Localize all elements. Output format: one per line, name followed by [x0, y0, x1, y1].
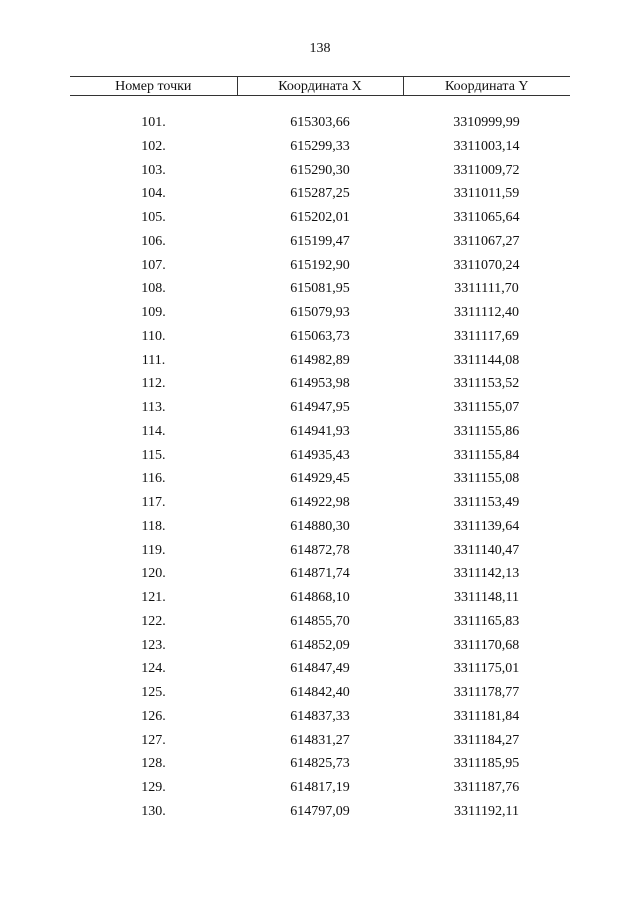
cell-coordinate-x: 614825,73: [290, 756, 350, 772]
cell-coordinate-y: 3311011,59: [453, 186, 520, 202]
table-row: [70, 681, 570, 705]
table-row: [70, 111, 570, 135]
cell-coordinate-x: 615287,25: [290, 186, 350, 202]
cell-point-number: 128.: [141, 756, 166, 772]
cell-coordinate-y: 3311185,95: [453, 756, 520, 772]
cell-point-number: 107.: [141, 257, 166, 273]
table-row: [70, 562, 570, 586]
cell-coordinate-x: 615079,93: [290, 305, 350, 320]
cell-coordinate-x: 614872,78: [290, 542, 350, 558]
cell-coordinate-y: 3311117,69: [454, 328, 519, 344]
cell-coordinate-x: 614868,10: [290, 590, 350, 605]
cell-point-number: 124.: [141, 661, 166, 677]
table-row: [70, 444, 570, 468]
cell-coordinate-x: 614935,43: [290, 447, 350, 463]
cell-coordinate-x: 614982,89: [290, 352, 350, 368]
cell-coordinate-y: 3311139,64: [453, 518, 520, 534]
cell-coordinate-y: 3311148,11: [454, 590, 519, 605]
table-row: [70, 467, 570, 491]
header-coordinate-x: Координата X: [237, 77, 403, 96]
cell-coordinate-x: 614852,09: [290, 637, 350, 653]
cell-point-number: 111.: [141, 352, 166, 368]
table-row: [70, 230, 570, 254]
table-row: [70, 539, 570, 563]
cell-point-number: 129.: [141, 780, 166, 795]
cell-coordinate-y: 3311003,14: [453, 138, 520, 154]
table-row: [70, 420, 570, 444]
table-row: [70, 396, 570, 420]
cell-coordinate-x: 615202,01: [290, 210, 350, 225]
cell-point-number: 120.: [141, 566, 166, 582]
cell-coordinate-y: 3311165,83: [453, 613, 520, 629]
cell-coordinate-y: 3311009,72: [453, 162, 520, 178]
cell-coordinate-x: 615303,66: [290, 115, 350, 130]
table-body: [70, 96, 570, 824]
cell-point-number: 130.: [141, 803, 166, 819]
cell-point-number: 118.: [141, 518, 166, 534]
cell-point-number: 119.: [141, 542, 166, 558]
cell-point-number: 110.: [141, 328, 166, 344]
table-row: [70, 610, 570, 634]
table-row: [70, 752, 570, 776]
cell-point-number: 104.: [141, 186, 166, 202]
cell-coordinate-y: 3311155,07: [453, 400, 520, 415]
cell-coordinate-x: 615199,47: [290, 233, 350, 249]
cell-coordinate-x: 615192,90: [290, 257, 350, 273]
cell-coordinate-y: 3310999,99: [453, 115, 520, 130]
cell-point-number: 116.: [141, 471, 166, 487]
table-row: [70, 349, 570, 373]
cell-coordinate-x: 615081,95: [290, 281, 350, 297]
cell-coordinate-y: 3311181,84: [453, 708, 520, 724]
cell-coordinate-x: 614947,95: [290, 400, 350, 415]
cell-coordinate-x: 614922,98: [290, 495, 350, 510]
cell-coordinate-x: 614817,19: [290, 780, 350, 795]
cell-point-number: 101.: [141, 115, 166, 130]
table-row: [70, 277, 570, 301]
cell-point-number: 112.: [141, 376, 166, 392]
cell-coordinate-y: 3311144,08: [453, 352, 520, 368]
cell-point-number: 115.: [141, 447, 166, 463]
cell-coordinate-y: 3311065,64: [453, 210, 520, 225]
cell-coordinate-y: 3311070,24: [453, 257, 520, 273]
cell-coordinate-y: 3311067,27: [453, 233, 520, 249]
table-row: [70, 182, 570, 206]
table-row: [70, 254, 570, 278]
table-row: [70, 776, 570, 800]
cell-coordinate-x: 614842,40: [290, 685, 350, 700]
cell-coordinate-y: 3311175,01: [453, 661, 520, 677]
page-number: 138: [309, 41, 331, 56]
table-row: [70, 515, 570, 539]
cell-point-number: 123.: [141, 637, 166, 653]
cell-coordinate-y: 3311178,77: [453, 685, 520, 700]
cell-point-number: 127.: [141, 732, 166, 748]
spacer-cell: [70, 96, 570, 112]
table-header: [70, 77, 570, 96]
cell-coordinate-x: 614929,45: [290, 471, 350, 487]
header-spacer: [70, 96, 570, 112]
cell-coordinate-y: 3311192,11: [454, 803, 519, 819]
cell-coordinate-y: 3311153,49: [453, 495, 520, 510]
cell-point-number: 105.: [141, 210, 166, 225]
cell-point-number: 125.: [141, 685, 166, 700]
header-coordinate-y: Координата Y: [403, 77, 570, 96]
cell-coordinate-x: 615290,30: [290, 162, 350, 178]
table-row: [70, 301, 570, 325]
table-row: [70, 206, 570, 230]
cell-coordinate-y: 3311111,70: [454, 281, 519, 297]
coordinates-table: [70, 76, 570, 824]
header-row: [70, 77, 570, 96]
cell-coordinate-y: 3311155,08: [453, 471, 520, 487]
cell-point-number: 117.: [141, 495, 166, 510]
table-row: [70, 135, 570, 159]
cell-coordinate-y: 3311153,52: [453, 376, 520, 392]
cell-point-number: 113.: [141, 400, 166, 415]
cell-coordinate-y: 3311155,86: [453, 423, 520, 439]
table-row: [70, 800, 570, 824]
cell-coordinate-x: 614797,09: [290, 803, 350, 819]
cell-coordinate-x: 615299,33: [290, 138, 350, 154]
cell-coordinate-y: 3311142,13: [453, 566, 520, 582]
cell-point-number: 122.: [141, 613, 166, 629]
cell-coordinate-x: 614837,33: [290, 708, 350, 724]
cell-coordinate-x: 615063,73: [290, 328, 350, 344]
table-row: [70, 634, 570, 658]
cell-point-number: 126.: [141, 708, 166, 724]
cell-point-number: 102.: [141, 138, 166, 154]
cell-point-number: 106.: [141, 233, 166, 249]
table-row: [70, 705, 570, 729]
cell-coordinate-y: 3311184,27: [453, 732, 520, 748]
cell-coordinate-y: 3311112,40: [454, 305, 519, 320]
table-row: [70, 729, 570, 753]
cell-point-number: 109.: [141, 305, 166, 320]
cell-coordinate-x: 614847,49: [290, 661, 350, 677]
cell-coordinate-y: 3311187,76: [453, 780, 520, 795]
cell-point-number: 103.: [141, 162, 166, 178]
table-row: [70, 657, 570, 681]
table-row: [70, 491, 570, 515]
cell-coordinate-x: 614941,93: [290, 423, 350, 439]
cell-coordinate-x: 614880,30: [290, 518, 350, 534]
cell-coordinate-y: 3311140,47: [453, 542, 520, 558]
table-row: [70, 159, 570, 183]
cell-coordinate-x: 614953,98: [290, 376, 350, 392]
cell-coordinate-y: 3311170,68: [453, 637, 520, 653]
cell-coordinate-x: 614831,27: [290, 732, 350, 748]
cell-point-number: 114.: [141, 423, 166, 439]
cell-point-number: 121.: [141, 590, 166, 605]
table-row: [70, 586, 570, 610]
cell-coordinate-y: 3311155,84: [453, 447, 520, 463]
header-point-number: Номер точки: [70, 77, 237, 96]
table-row: [70, 325, 570, 349]
table-row: [70, 372, 570, 396]
cell-point-number: 108.: [141, 281, 166, 297]
cell-coordinate-x: 614855,70: [290, 613, 350, 629]
cell-coordinate-x: 614871,74: [290, 566, 350, 582]
